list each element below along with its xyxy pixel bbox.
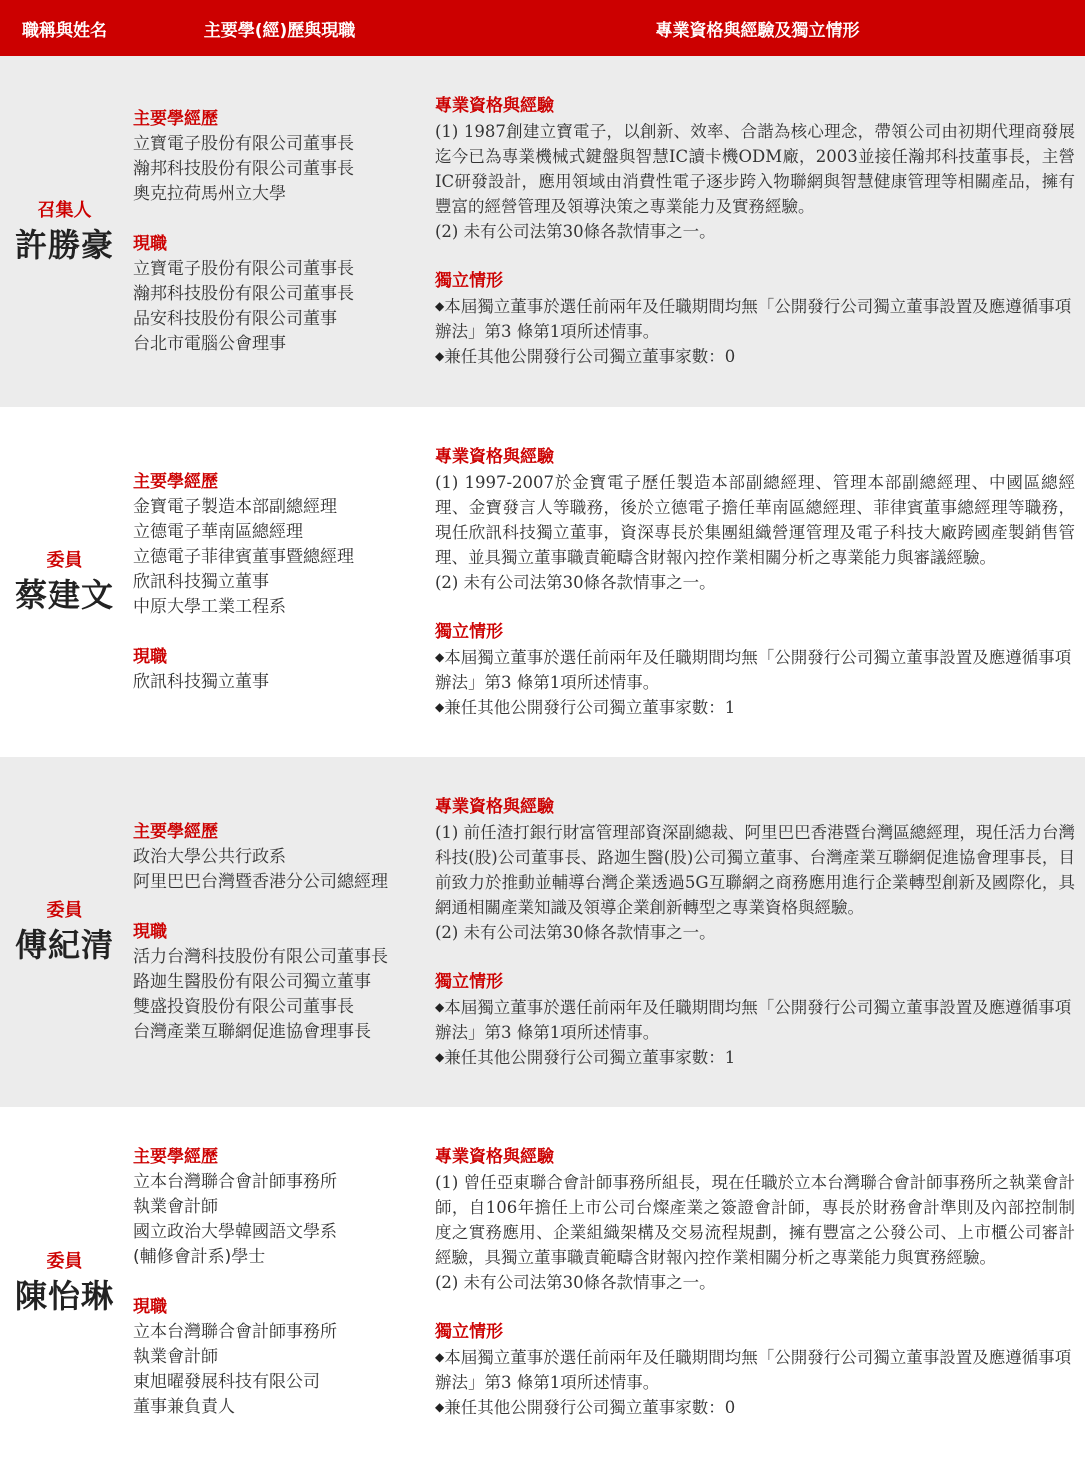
- independence-text: 本屆獨立董事於選任前兩年及任職期間均無「公開發行公司獨立董事設置及應遵循事項辦法」第3 條第1項所述情事。: [435, 997, 1072, 1042]
- current-position-item: 執業會計師: [133, 1347, 218, 1367]
- independence-heading: 獨立情形: [435, 971, 503, 992]
- diamond-bullet-icon: ◆: [435, 699, 445, 714]
- independence-item: [435, 344, 1075, 369]
- member-name: 蔡建文: [14, 576, 114, 614]
- education-item: (輔修會計系)學士: [133, 1247, 266, 1267]
- independence-text: 兼任其他公開發行公司獨立董事家數：0: [444, 347, 736, 366]
- education-item: 欣訊科技獨立董事: [133, 571, 269, 592]
- education-cell: [129, 407, 430, 757]
- qualification-heading: 專業資格與經驗: [435, 96, 554, 116]
- current-position-item: 活力台灣科技股份有限公司董事長: [133, 946, 388, 967]
- current-position-item: 路迦生醫股份有限公司獨立董事: [133, 971, 371, 992]
- header-education-title: 主要學(經)歷與現職: [203, 20, 356, 41]
- header-name-title: 職稱與姓名: [22, 20, 107, 41]
- table-header: [0, 0, 1085, 56]
- current-position-item: 立本台灣聯合會計師事務所: [133, 1322, 337, 1342]
- diamond-bullet-icon: ◆: [435, 649, 445, 664]
- independence-text: 本屆獨立董事於選任前兩年及任職期間均無「公開發行公司獨立董事設置及應遵循事項辦法」第3 條第1項所述情事。: [435, 1348, 1072, 1392]
- qualification-heading: 專業資格與經驗: [435, 1147, 554, 1167]
- independence-item: [435, 645, 1075, 695]
- independence-item: [435, 1345, 1075, 1395]
- current-position-item: 欣訊科技獨立董事: [133, 671, 269, 692]
- qualification-text: (1) 1997-2007於金寶電子歷任製造本部副總經理、管理本部副總經理、中國區總經理、金寶發言人等職務，後於立德電子擔任華南區總經理、菲律賓董事總經理等職務，現任欣訊科技獨立董事，資深專長於集團組織營運管理及電子科技大廠跨國產製銷售管理、並具獨立董事職責範疇含財報內控作業相關分析之專業能力與審議經驗。: [435, 472, 1075, 567]
- member-role: 召集人: [37, 199, 92, 221]
- education-item: 立寶電子股份有限公司董事長: [133, 133, 354, 154]
- current-position-item: 東旭曜發展科技有限公司: [133, 1372, 320, 1392]
- qualification-text: (2) 未有公司法第30條各款情事之一。: [435, 1273, 716, 1292]
- independence-heading: 獨立情形: [435, 1322, 503, 1342]
- independence-item: [435, 695, 1075, 720]
- table-row: [0, 757, 1085, 1107]
- current-position-item: 雙盛投資股份有限公司董事長: [133, 996, 354, 1017]
- education-item: 阿里巴巴台灣暨香港分公司總經理: [133, 871, 388, 892]
- independence-text: 兼任其他公開發行公司獨立董事家數：1: [444, 1047, 736, 1067]
- current-position-item: 瀚邦科技股份有限公司董事長: [133, 283, 354, 304]
- education-cell: [129, 56, 430, 407]
- education-item: 國立政治大學韓國語文學系: [133, 1222, 337, 1242]
- independence-item: [435, 1045, 1075, 1070]
- diamond-bullet-icon: ◆: [435, 299, 445, 313]
- table-row: [0, 407, 1085, 757]
- current-position-item: 立寶電子股份有限公司董事長: [133, 258, 354, 279]
- name-cell: [0, 407, 129, 757]
- education-item: 瀚邦科技股份有限公司董事長: [133, 158, 354, 179]
- current-position-item: 台灣產業互聯網促進協會理事長: [133, 1021, 371, 1042]
- education-item: 立德電子華南區總經理: [133, 521, 303, 542]
- qualification-heading: 專業資格與經驗: [435, 446, 554, 467]
- qualification-cell: [430, 407, 1085, 757]
- member-name: 傅紀清: [14, 926, 114, 964]
- member-name: 陳怡琳: [14, 1276, 114, 1315]
- education-item: 立德電子菲律賓董事暨總經理: [133, 546, 354, 567]
- name-cell: [0, 1107, 129, 1458]
- education-item: 金寶電子製造本部副總經理: [133, 496, 337, 517]
- qualification-text: (1) 前任渣打銀行財富管理部資深副總裁、阿里巴巴香港暨台灣區總經理，現任活力台灣科技(股)公司董事長、路迦生醫(股)公司獨立董事、台灣產業互聯網促進協會理事長，目前致力於推動並輔導台灣企業透過5G互聯網之商務應用進行企業轉型創新及國際化，具網通相關產業知識及領導企業創新轉型之專業資格與經驗。: [435, 822, 1075, 917]
- education-cell: [129, 757, 430, 1107]
- independence-text: 本屆獨立董事於選任前兩年及任職期間均無「公開發行公司獨立董事設置及應遵循事項辦法」第3 條第1項所述情事。: [435, 647, 1072, 692]
- diamond-bullet-icon: ◆: [435, 349, 445, 363]
- education-heading: 主要學經歷: [133, 821, 218, 842]
- current-position-item: 品安科技股份有限公司董事: [133, 308, 337, 329]
- diamond-bullet-icon: ◆: [435, 999, 445, 1014]
- qualification-heading: 專業資格與經驗: [435, 796, 554, 817]
- current-position-item: 董事兼負責人: [133, 1397, 235, 1417]
- education-heading: 主要學經歷: [133, 108, 218, 129]
- independence-item: [435, 294, 1075, 344]
- diamond-bullet-icon: ◆: [435, 1400, 445, 1414]
- table-row: [0, 56, 1085, 407]
- qualification-text: (1) 曾任亞東聯合會計師事務所組長，現在任職於立本台灣聯合會計師事務所之執業會計師，自106年擔任上市公司台燦產業之簽證會計師，專長於財務會計準則及內部控制制度之實務應用、企業組織架構及交易流程規劃，擁有豐富之公發公司、上市櫃公司審計經驗，具獨立董事職責範疇含財報內控作業相關分析之專業能力與實務經驗。: [435, 1173, 1075, 1267]
- education-heading: 主要學經歷: [133, 471, 218, 492]
- education-heading: 主要學經歷: [133, 1147, 218, 1167]
- qualification-text: (2) 未有公司法第30條各款情事之一。: [435, 222, 716, 241]
- current-position-heading: 現職: [133, 1297, 167, 1317]
- independence-item: [435, 1395, 1075, 1420]
- independence-text: 本屆獨立董事於選任前兩年及任職期間均無「公開發行公司獨立董事設置及應遵循事項辦法」第3 條第1項所述情事。: [435, 297, 1072, 341]
- table-row: [0, 1107, 1085, 1458]
- qualification-cell: [430, 757, 1085, 1107]
- qualification-text: (1) 1987創建立寶電子，以創新、效率、合諧為核心理念，帶領公司由初期代理商發展迄今已為專業機械式鍵盤與智慧IC讀卡機ODM廠，2003並接任瀚邦科技董事長，主營IC研發設計，應用領域由消費性電子逐步跨入物聯網與智慧健康管理等相關產品，擁有豐富的經營管理及領導決策之專業能力及實務經驗。: [435, 122, 1075, 216]
- current-position-heading: 現職: [133, 921, 167, 942]
- independence-item: [435, 995, 1075, 1045]
- education-cell: [129, 1107, 430, 1458]
- independence-heading: 獨立情形: [435, 621, 503, 642]
- name-cell: [0, 757, 129, 1107]
- education-item: 政治大學公共行政系: [133, 846, 286, 867]
- current-position-item: 台北市電腦公會理事: [133, 333, 286, 354]
- name-cell: [0, 56, 129, 407]
- independence-text: 兼任其他公開發行公司獨立董事家數：0: [444, 1398, 736, 1417]
- education-item: 奧克拉荷馬州立大學: [133, 183, 286, 204]
- qualification-cell: [430, 1107, 1085, 1458]
- qualification-text: (2) 未有公司法第30條各款情事之一。: [435, 922, 716, 942]
- member-role: 委員: [46, 550, 83, 571]
- current-position-heading: 現職: [133, 233, 167, 254]
- education-item: 中原大學工業工程系: [133, 596, 286, 617]
- member-role: 委員: [46, 900, 83, 921]
- diamond-bullet-icon: ◆: [435, 1350, 445, 1364]
- independence-heading: 獨立情形: [435, 271, 503, 291]
- education-item: 執業會計師: [133, 1197, 218, 1217]
- diamond-bullet-icon: ◆: [435, 1049, 445, 1064]
- qualification-text: (2) 未有公司法第30條各款情事之一。: [435, 572, 716, 592]
- member-role: 委員: [46, 1250, 83, 1272]
- header-qualification-title: 專業資格與經驗及獨立情形: [655, 20, 860, 41]
- qualification-cell: [430, 56, 1085, 407]
- current-position-heading: 現職: [133, 646, 167, 667]
- member-name: 許勝豪: [14, 225, 114, 264]
- independence-text: 兼任其他公開發行公司獨立董事家數：1: [444, 697, 736, 717]
- education-item: 立本台灣聯合會計師事務所: [133, 1172, 337, 1192]
